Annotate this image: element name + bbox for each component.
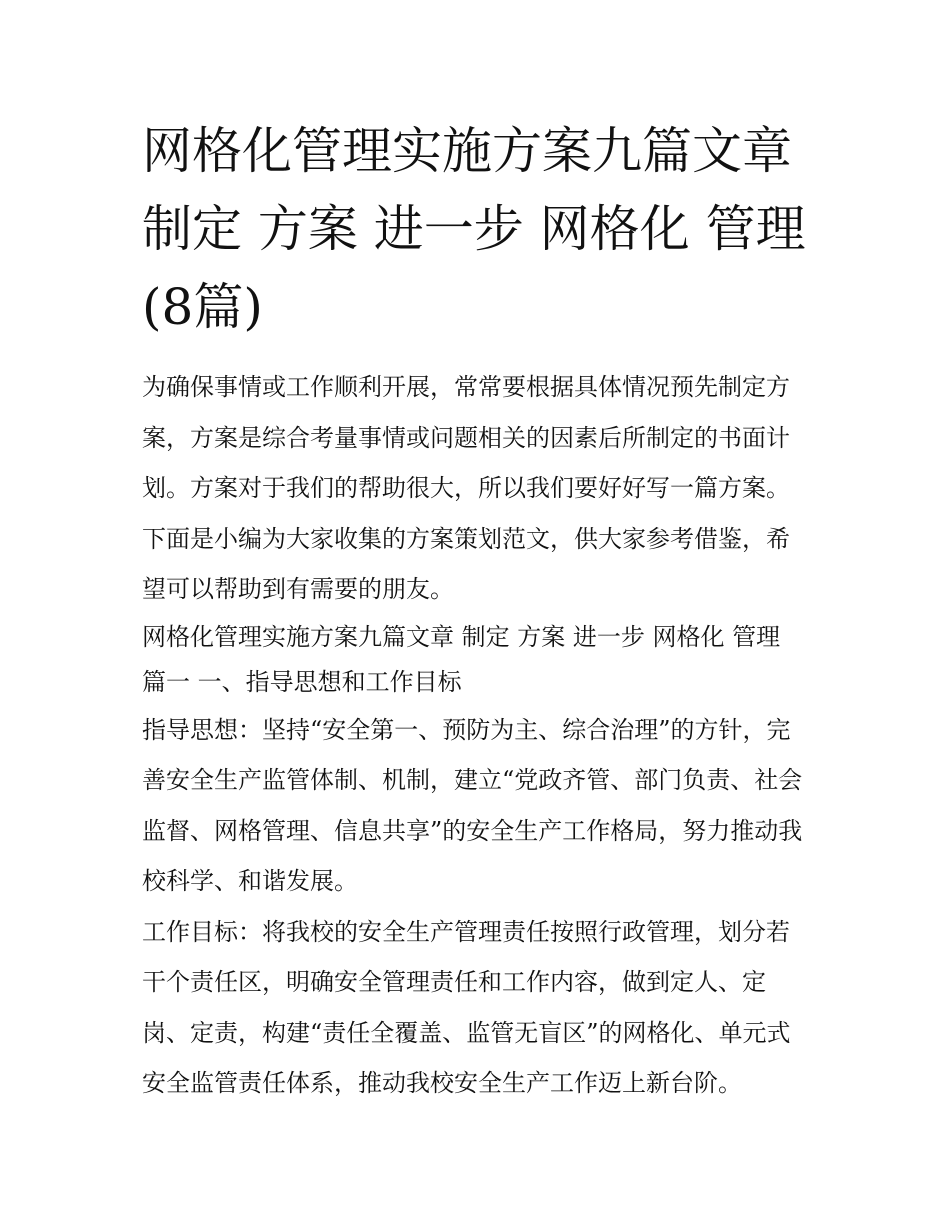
section-heading: 网格化管理实施方案九篇文章 制定 方案 进一步 网格化 管理 — [142, 622, 781, 651]
document-title: 网格化管理实施方案九篇文章制定 方案 进一步 网格化 管理(8篇) — [142, 122, 806, 336]
work-goal-paragraph: 工作目标：将我校的安全生产管理责任按照行政管理，划分若干个责任区，明确安全管理责任和工作内容，做到定人、定岗、定责，构建“责任全覆盖、监管无盲区”的网格化、单元式安全监管责任体系，推动我校安全生产工作迈上新台阶。 — [142, 917, 791, 1097]
guiding-thought-paragraph: 指导思想：坚持“安全第一、预防为主、综合治理”的方针，完善安全生产监管体制、机制，建立“党政齐管、部门负责、社会监督、网格管理、信息共享”的安全生产工作格局，努力推动我校科学、和谐发展。 — [142, 715, 803, 895]
document-body — [142, 112, 812, 1109]
intro-paragraph: 为确保事情或工作顺利开展，常常要根据具体情况预先制定方案，方案是综合考量事情或问题相关的因素后所制定的书面计划。方案对于我们的帮助很大，所以我们要好好写一篇方案。下面是小编为大家收集的方案策划范文，供大家参考借鉴，希望可以帮助到有需要的朋友。 — [142, 373, 790, 603]
subsection-heading: 篇一 一、指导思想和工作目标 — [142, 667, 462, 696]
